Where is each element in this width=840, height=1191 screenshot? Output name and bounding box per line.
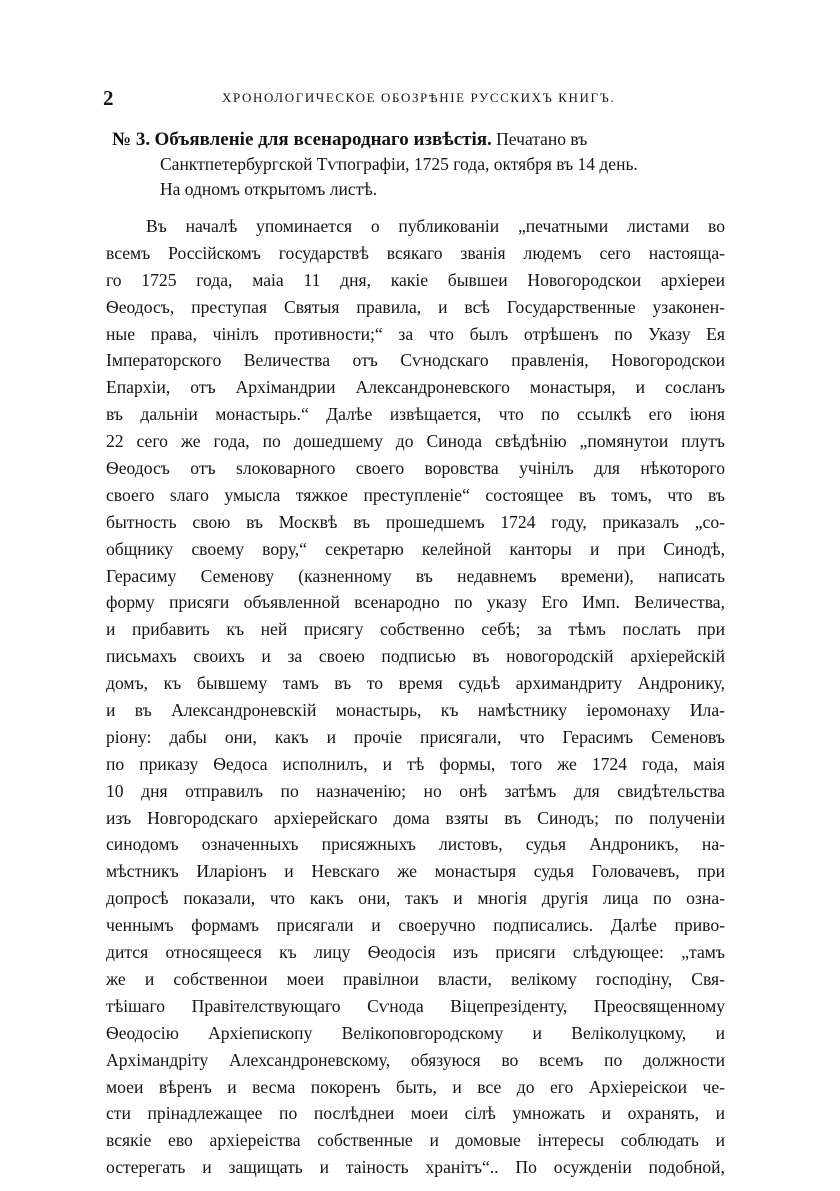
text-line: допросѣ показали, что какъ они, такъ и многія другія лица по озна- [106, 888, 725, 909]
entry-imprint: Печатано въ [496, 129, 588, 149]
text-line: Ѳеодосъ, преступая Святыя правила, и всѣ Государственные узаконен- [106, 296, 725, 317]
entry-heading-line [112, 127, 712, 152]
text-line: и прибавить къ ней присягу собственно себѣ; за тѣмъ послать при [106, 619, 725, 640]
text-line: по приказу Ѳедоса исполнилъ, и тѣ формы, того же 1724 года, маія [106, 753, 725, 774]
text-line: 10 дня отправилъ по назначенію; но онѣ затѣмъ для свидѣтельства [106, 780, 725, 801]
text-line: изъ Новгородскаго архіерейскаго дома взяты въ Синодъ; по полученіи [106, 807, 725, 828]
text-line: домъ, къ бывшему тамъ въ то время судьѣ архимандриту Андронику, [106, 673, 725, 694]
text-line: Епархіи, отъ Архімандрии Александроневского монастыря, и сосланъ [106, 377, 725, 398]
text-line: въ дальнiи монастырь.“ Далѣе извѣщается, что по ссылкѣ его іюня [106, 404, 725, 425]
entry-number: № 3. [112, 129, 151, 150]
text-line: ные права, чінілъ противности;“ за что былъ отрѣшенъ по Указу Ея [106, 323, 725, 344]
text-line: Імператорского Величества отъ Сѵнодскаго правленія, Новогородскои [106, 350, 725, 371]
text-line: форму присяги объявленной всенародно по указу Его Имп. Величества, [106, 592, 725, 613]
text-line: 22 сего же года, по дошедшему до Синода свѣдѣнію „помянутои плутъ [106, 431, 725, 452]
text-line: Архімандріту Алехсандроневскому, обязуюся во всемъ по должности [106, 1049, 725, 1070]
text-line: ріону: дабы они, какъ и прочіе присягали, что Герасимъ Семеновъ [106, 726, 725, 747]
text-line: дится относящееся къ лицу Ѳеодосія изъ присяги слѣдующее: „тамъ [106, 942, 725, 963]
text-line: бытность свою въ Москвѣ въ прошедшемъ 1724 году, приказалъ „со- [106, 511, 725, 532]
text-line: общнику своему вору,“ секретарю келейной канторы и при Синодѣ, [106, 538, 725, 559]
text-line: же и собственнои моеи правілнои власти, велікому господіну, Свя- [106, 968, 725, 989]
page-number: 2 [103, 86, 114, 110]
catalog-entry [112, 127, 712, 202]
entry-title: Объявленіе для всенароднаго извѣстія. [154, 129, 492, 150]
text-line: остерегать и защищать и таіность хранітъ“.. По осужденіи подобной, [106, 1157, 725, 1178]
text-line: письмахъ своихъ и за своею подписью въ новогородскій архіерейскій [106, 646, 725, 667]
text-line: го 1725 года, маiа 11 дня, какіе бывшеи Новогородскои архіереи [106, 269, 725, 290]
text-line: моеи вѣренъ и весма покоренъ быть, и все до его Архіереіскои че- [106, 1076, 725, 1097]
text-line: Ѳеодосъ отъ ѕлоковарного своего воровства учінілъ для нѣкоторого [106, 458, 725, 479]
running-head: ХРОНОЛОГИЧЕСКОЕ ОБОЗРѢНІЕ РУССКИХЪ КНИГЪ. [222, 90, 616, 105]
text-line: всякіе ево архіереіства собственные и домовые інтересы соблюдать и [106, 1130, 725, 1151]
text-line: ченнымъ формамъ присягали и своеручно подписались. Далѣе приво- [106, 915, 725, 936]
text-line: своего ѕлаго умысла тяжкое преступленіе“ состоящее въ томъ, что въ [106, 484, 725, 505]
body-text [106, 213, 725, 1181]
text-line: Ѳеодосію Архіепископу Велікоповгородскому и Веліколуцкому, и [106, 1022, 725, 1043]
text-line: Въ началѣ упоминается о публикованіи „печатными листами во [146, 216, 725, 236]
text-line: и въ Александроневскій монастырь, къ намѣстнику іеромонаху Ила- [106, 700, 725, 721]
text-line: синодомъ означенныхъ присяжныхъ листовъ, судья Андроникъ, на- [106, 834, 725, 855]
text-line: Герасиму Семенову (казненному въ недавнемъ времени), написать [106, 565, 725, 586]
entry-format-line: На одномъ открытомъ листѣ. [160, 179, 378, 199]
entry-imprint-line: Санктпетербургской Тѵпографіи, 1725 года, октября въ 14 день. [160, 154, 638, 174]
text-line: всемъ Россійскомъ государствѣ всякаго званія людемъ сего настояща- [106, 242, 725, 263]
text-line: тѣішаго Правітелствующаго Сѵнода Віцепрезіденту, Преосвященному [106, 995, 725, 1016]
text-line: сти прінадлежащее по послѣднеи моеи сілѣ умножать и охранять, и [106, 1103, 725, 1124]
text-line: мѣстникъ Иларіонъ и Невскаго же монастыря судья Головачевъ, при [106, 861, 725, 882]
